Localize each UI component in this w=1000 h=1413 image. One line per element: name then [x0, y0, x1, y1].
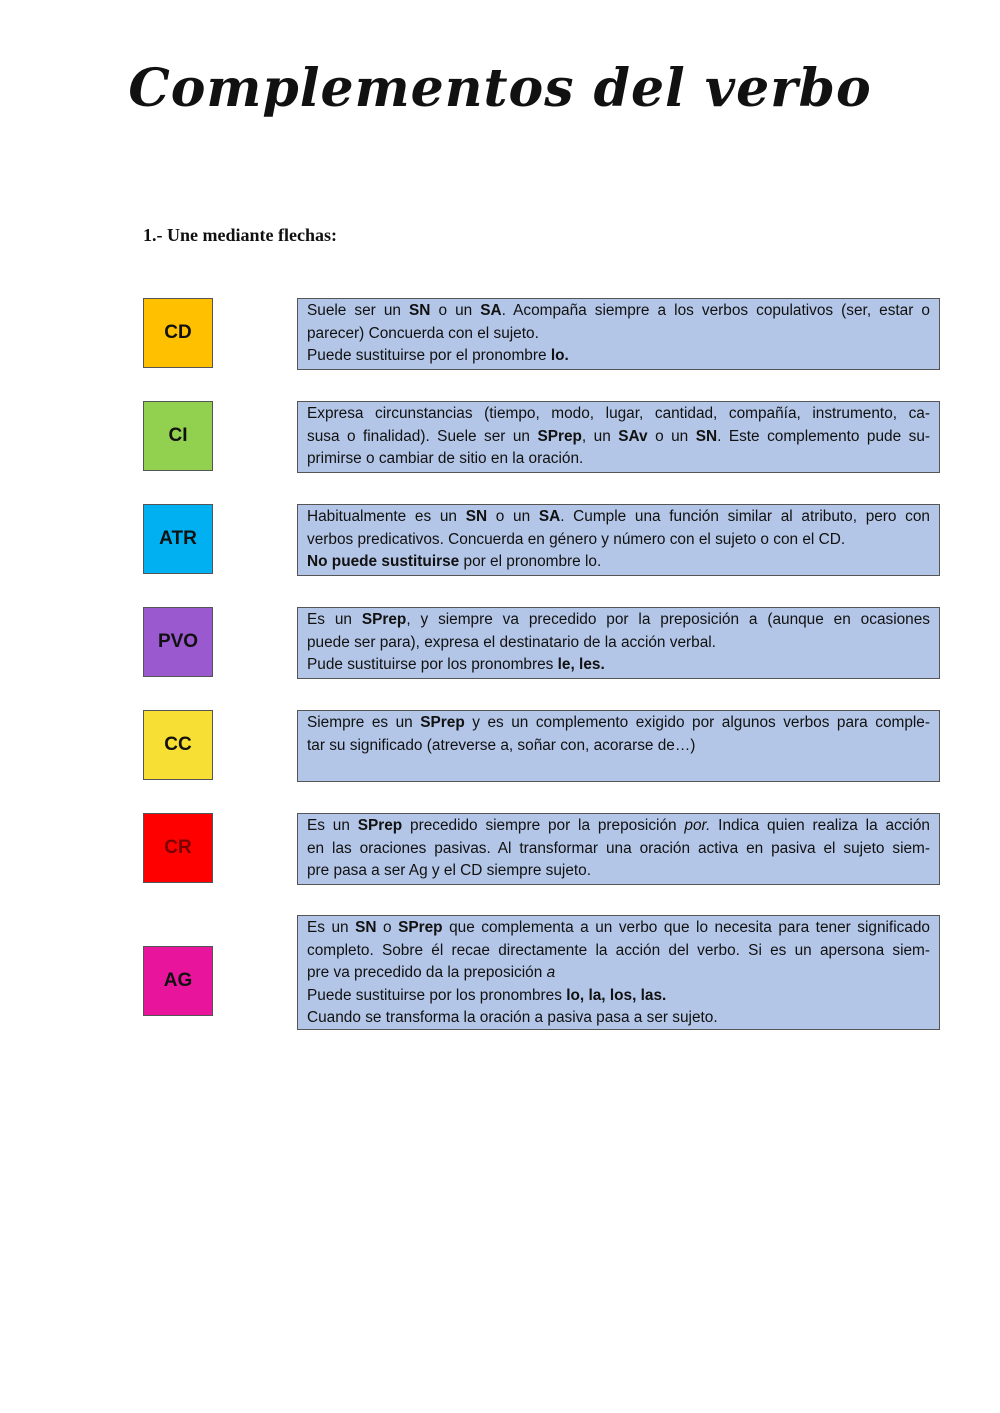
description-box-3[interactable] [297, 504, 940, 576]
desc-line: pre va precedido da la preposición a [307, 964, 556, 981]
description-box-6[interactable] [297, 813, 940, 885]
desc-line: Suele ser un SN o un SA. Acompaña siempre a los verbos copulativos (ser, estar o [307, 302, 930, 319]
desc-line: Es un SN o SPrep que complementa a un verbo que lo necesita para tener significado [307, 919, 930, 936]
desc-line: parecer) Concuerda con el sujeto. [307, 324, 539, 342]
description-box-2[interactable] [297, 401, 940, 473]
desc-line: Expresa circunstancias (tiempo, modo, lugar, cantidad, compañía, instrumento, ca- [307, 405, 930, 422]
desc-line: tar su significado (atreverse a, soñar con, acorarse de…) [307, 736, 696, 754]
desc-line: Siempre es un SPrep y es un complemento exigido por algunos verbos para comple- [307, 714, 930, 731]
page-title: Complementos del verbo [128, 58, 872, 119]
desc-line: susa o finalidad). Suele ser un SPrep, un SAv o un SN. Este complemento pude su- [307, 427, 930, 445]
desc-line: No puede sustituirse por el pronombre lo. [307, 553, 602, 570]
desc-line: Cuando se transforma la oración a pasiva pasa a ser sujeto. [307, 1009, 718, 1026]
description-box-4[interactable] [297, 607, 940, 679]
desc-line: verbos predicativos. Concuerda en género y número con el sujeto o con el CD. [307, 530, 846, 548]
desc-line: Es un SPrep precedido siempre por la preposición por. Indica quien realiza la acción [307, 817, 930, 834]
desc-line: completo. Sobre él recae directamente la acción del verbo. Si es un apersona siem- [307, 941, 930, 959]
desc-line: Puede sustituirse por los pronombres lo, la, los, las. [307, 986, 667, 1004]
tag-cr[interactable]: CR [143, 813, 213, 883]
desc-line: Habitualmente es un SN o un SA. Cumple una función similar al atributo, pero con [307, 508, 930, 525]
desc-line: en las oraciones pasivas. Al transformar una oración activa en pasiva el sujeto siem- [307, 839, 930, 857]
tag-pvo[interactable]: PVO [143, 607, 213, 677]
description-box-1[interactable] [297, 298, 940, 370]
desc-line: primirse o cambiar de sitio en la oración. [307, 450, 584, 467]
description-box-7[interactable] [297, 915, 940, 1030]
tag-ag[interactable]: AG [143, 946, 213, 1016]
description-box-5[interactable] [297, 710, 940, 782]
tag-ci[interactable]: CI [143, 401, 213, 471]
desc-line: Puede sustituirse por el pronombre lo. [307, 347, 569, 364]
instruction: 1.- Une mediante flechas: [143, 225, 337, 245]
tag-cc[interactable]: CC [143, 710, 213, 780]
tag-cd[interactable]: CD [143, 298, 213, 368]
desc-line: Pude sustituirse por los pronombres le, les. [307, 656, 605, 673]
tag-atr[interactable]: ATR [143, 504, 213, 574]
desc-line: Es un SPrep, y siempre va precedido por la preposición a (aunque en ocasiones [307, 611, 930, 628]
desc-line: pre pasa a ser Ag y el CD siempre sujeto. [307, 862, 592, 879]
desc-line: puede ser para), expresa el destinatario de la acción verbal. [307, 633, 716, 651]
